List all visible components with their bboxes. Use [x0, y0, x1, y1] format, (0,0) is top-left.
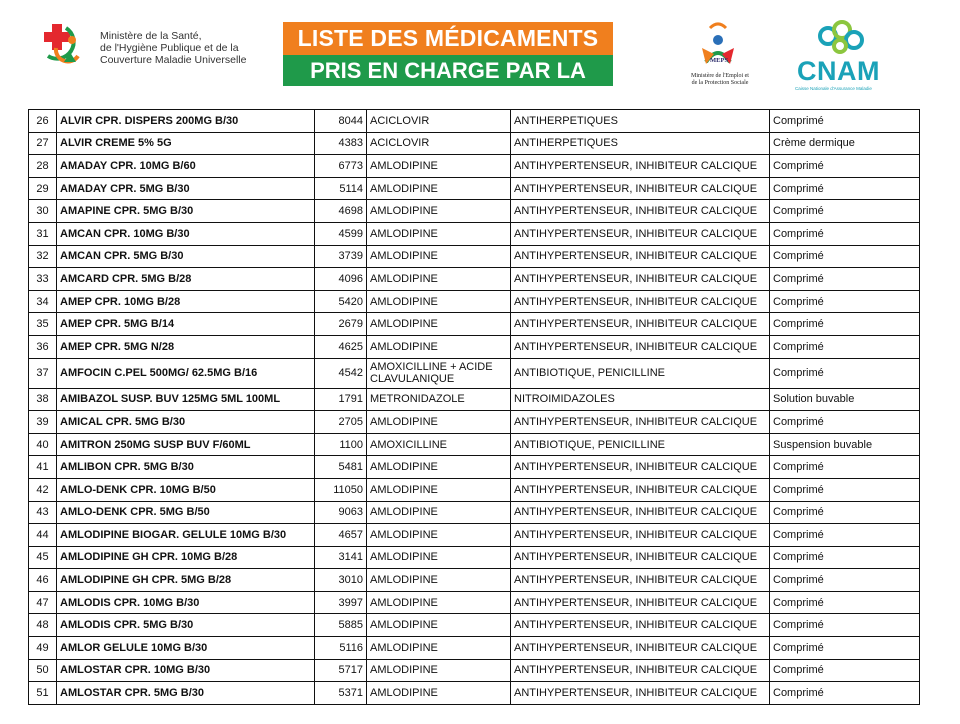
- row-number: 31: [29, 222, 57, 245]
- row-number: 42: [29, 478, 57, 501]
- therapeutic-class: ANTIHYPERTENSEUR, INHIBITEUR CALCIQUE: [511, 637, 770, 660]
- dosage-form: Comprimé: [770, 177, 920, 200]
- table-row: [29, 268, 920, 291]
- active-ingredient: AMOXICILLINE: [367, 433, 511, 456]
- product-code: 5481: [315, 456, 367, 479]
- therapeutic-class: ANTIHYPERTENSEUR, INHIBITEUR CALCIQUE: [511, 290, 770, 313]
- product-code: 4383: [315, 132, 367, 155]
- dosage-form: Comprimé: [770, 569, 920, 592]
- table-row: [29, 335, 920, 358]
- row-number: 38: [29, 388, 57, 411]
- row-number: 45: [29, 546, 57, 569]
- therapeutic-class: ANTIHYPERTENSEUR, INHIBITEUR CALCIQUE: [511, 200, 770, 223]
- therapeutic-class: ANTIHERPETIQUES: [511, 132, 770, 155]
- cnam-name: CNAM: [797, 56, 880, 86]
- product-name: AMADAY CPR. 10MG B/60: [57, 155, 315, 178]
- therapeutic-class: ANTIBIOTIQUE, PENICILLINE: [511, 358, 770, 388]
- product-code: 4698: [315, 200, 367, 223]
- meps-caption: [672, 73, 768, 87]
- therapeutic-class: ANTIHYPERTENSEUR, INHIBITEUR CALCIQUE: [511, 245, 770, 268]
- active-ingredient: AMLODIPINE: [367, 155, 511, 178]
- active-ingredient: AMLODIPINE: [367, 313, 511, 336]
- table-row: [29, 456, 920, 479]
- row-number: 39: [29, 411, 57, 434]
- therapeutic-class: ANTIHYPERTENSEUR, INHIBITEUR CALCIQUE: [511, 591, 770, 614]
- therapeutic-class: ANTIHYPERTENSEUR, INHIBITEUR CALCIQUE: [511, 524, 770, 547]
- product-code: 1791: [315, 388, 367, 411]
- therapeutic-class: ANTIHYPERTENSEUR, INHIBITEUR CALCIQUE: [511, 411, 770, 434]
- table-row: [29, 614, 920, 637]
- product-name: AMCARD CPR. 5MG B/28: [57, 268, 315, 291]
- active-ingredient: AMLODIPINE: [367, 478, 511, 501]
- product-code: 4625: [315, 335, 367, 358]
- dosage-form: Comprimé: [770, 222, 920, 245]
- row-number: 51: [29, 682, 57, 705]
- active-ingredient: AMLODIPINE: [367, 200, 511, 223]
- table-row: [29, 569, 920, 592]
- active-ingredient: AMLODIPINE: [367, 411, 511, 434]
- therapeutic-class: ANTIHYPERTENSEUR, INHIBITEUR CALCIQUE: [511, 569, 770, 592]
- dosage-form: Comprimé: [770, 200, 920, 223]
- product-name: ALVIR CREME 5% 5G: [57, 132, 315, 155]
- table-row: [29, 155, 920, 178]
- product-code: 1100: [315, 433, 367, 456]
- row-number: 43: [29, 501, 57, 524]
- product-code: 4657: [315, 524, 367, 547]
- dosage-form: Solution buvable: [770, 388, 920, 411]
- row-number: 37: [29, 358, 57, 388]
- therapeutic-class: ANTIHYPERTENSEUR, INHIBITEUR CALCIQUE: [511, 268, 770, 291]
- product-code: 5371: [315, 682, 367, 705]
- dosage-form: Comprimé: [770, 411, 920, 434]
- therapeutic-class: ANTIHYPERTENSEUR, INHIBITEUR CALCIQUE: [511, 682, 770, 705]
- dosage-form: Comprimé: [770, 591, 920, 614]
- table-row: [29, 591, 920, 614]
- product-code: 11050: [315, 478, 367, 501]
- therapeutic-class: ANTIHYPERTENSEUR, INHIBITEUR CALCIQUE: [511, 659, 770, 682]
- dosage-form: Comprimé: [770, 501, 920, 524]
- table-row: [29, 177, 920, 200]
- active-ingredient: AMLODIPINE: [367, 591, 511, 614]
- therapeutic-class: ANTIHYPERTENSEUR, INHIBITEUR CALCIQUE: [511, 478, 770, 501]
- table-row: [29, 222, 920, 245]
- dosage-form: Comprimé: [770, 524, 920, 547]
- product-code: 5885: [315, 614, 367, 637]
- active-ingredient: AMLODIPINE: [367, 245, 511, 268]
- active-ingredient: AMLODIPINE: [367, 177, 511, 200]
- product-code: 4542: [315, 358, 367, 388]
- product-name: AMEP CPR. 5MG N/28: [57, 335, 315, 358]
- banner-title-line-1: LISTE DES MÉDICAMENTS: [283, 22, 613, 55]
- product-code: 5717: [315, 659, 367, 682]
- product-name: AMICAL CPR. 5MG B/30: [57, 411, 315, 434]
- dosage-form: Comprimé: [770, 335, 920, 358]
- ministry-line-2: de l'Hygiène Publique et de la: [100, 42, 239, 54]
- therapeutic-class: ANTIHYPERTENSEUR, INHIBITEUR CALCIQUE: [511, 313, 770, 336]
- row-number: 40: [29, 433, 57, 456]
- active-ingredient: ACICLOVIR: [367, 110, 511, 133]
- product-name: AMLODIS CPR. 5MG B/30: [57, 614, 315, 637]
- product-code: 4599: [315, 222, 367, 245]
- table-row: [29, 524, 920, 547]
- dosage-form: Comprimé: [770, 290, 920, 313]
- product-name: AMEP CPR. 5MG B/14: [57, 313, 315, 336]
- product-name: AMFOCIN C.PEL 500MG/ 62.5MG B/16: [57, 358, 315, 388]
- therapeutic-class: ANTIHYPERTENSEUR, INHIBITEUR CALCIQUE: [511, 177, 770, 200]
- dosage-form: Crème dermique: [770, 132, 920, 155]
- active-ingredient: AMLODIPINE: [367, 637, 511, 660]
- dosage-form: Comprimé: [770, 456, 920, 479]
- medication-table: [28, 109, 920, 705]
- product-name: AMADAY CPR. 5MG B/30: [57, 177, 315, 200]
- product-name: AMLODIPINE GH CPR. 10MG B/28: [57, 546, 315, 569]
- dosage-form: Comprimé: [770, 245, 920, 268]
- table-row: [29, 637, 920, 660]
- therapeutic-class: ANTIHERPETIQUES: [511, 110, 770, 133]
- dosage-form: Comprimé: [770, 614, 920, 637]
- therapeutic-class: ANTIHYPERTENSEUR, INHIBITEUR CALCIQUE: [511, 456, 770, 479]
- row-number: 47: [29, 591, 57, 614]
- product-code: 3010: [315, 569, 367, 592]
- therapeutic-class: ANTIHYPERTENSEUR, INHIBITEUR CALCIQUE: [511, 222, 770, 245]
- product-name: AMITRON 250MG SUSP BUV F/60ML: [57, 433, 315, 456]
- product-code: 4096: [315, 268, 367, 291]
- therapeutic-class: ANTIHYPERTENSEUR, INHIBITEUR CALCIQUE: [511, 155, 770, 178]
- product-code: 9063: [315, 501, 367, 524]
- product-name: AMLO-DENK CPR. 10MG B/50: [57, 478, 315, 501]
- table-row: [29, 388, 920, 411]
- page-header: [0, 0, 960, 114]
- active-ingredient: AMLODIPINE: [367, 569, 511, 592]
- row-number: 49: [29, 637, 57, 660]
- active-ingredient: AMLODIPINE: [367, 614, 511, 637]
- dosage-form: Comprimé: [770, 313, 920, 336]
- dosage-form: Comprimé: [770, 358, 920, 388]
- product-name: AMIBAZOL SUSP. BUV 125MG 5ML 100ML: [57, 388, 315, 411]
- product-name: AMCAN CPR. 5MG B/30: [57, 245, 315, 268]
- table-row: [29, 313, 920, 336]
- meps-caption-line-1: Ministère de l'Emploi et: [691, 73, 749, 79]
- ministry-line-1: Ministère de la Santé,: [100, 30, 202, 42]
- table-row: [29, 358, 920, 388]
- active-ingredient: AMOXICILLINE + ACIDE CLAVULANIQUE: [367, 358, 511, 388]
- table-row: [29, 501, 920, 524]
- table-row: [29, 411, 920, 434]
- active-ingredient: AMLODIPINE: [367, 335, 511, 358]
- product-name: ALVIR CPR. DISPERS 200MG B/30: [57, 110, 315, 133]
- table-row: [29, 290, 920, 313]
- table-row: [29, 110, 920, 133]
- dosage-form: Suspension buvable: [770, 433, 920, 456]
- product-name: AMAPINE CPR. 5MG B/30: [57, 200, 315, 223]
- active-ingredient: AMLODIPINE: [367, 222, 511, 245]
- table-row: [29, 433, 920, 456]
- dosage-form: Comprimé: [770, 478, 920, 501]
- ministry-line-3: Couverture Maladie Universelle: [100, 54, 247, 66]
- row-number: 26: [29, 110, 57, 133]
- row-number: 29: [29, 177, 57, 200]
- active-ingredient: AMLODIPINE: [367, 456, 511, 479]
- ministry-name: [100, 30, 246, 66]
- active-ingredient: AMLODIPINE: [367, 659, 511, 682]
- active-ingredient: AMLODIPINE: [367, 268, 511, 291]
- banner-title-line-2: PRIS EN CHARGE PAR LA CMU: [283, 55, 613, 86]
- dosage-form: Comprimé: [770, 546, 920, 569]
- meps-caption-line-2: de la Protection Sociale: [691, 80, 749, 86]
- product-name: AMLODIPINE BIOGAR. GELULE 10MG B/30: [57, 524, 315, 547]
- table-row: [29, 245, 920, 268]
- product-code: 5116: [315, 637, 367, 660]
- table-row: [29, 478, 920, 501]
- therapeutic-class: ANTIHYPERTENSEUR, INHIBITEUR CALCIQUE: [511, 335, 770, 358]
- row-number: 36: [29, 335, 57, 358]
- active-ingredient: AMLODIPINE: [367, 682, 511, 705]
- row-number: 30: [29, 200, 57, 223]
- product-name: AMLOSTAR CPR. 10MG B/30: [57, 659, 315, 682]
- meps-label: MEPS: [710, 57, 729, 64]
- row-number: 34: [29, 290, 57, 313]
- title-banner: [283, 22, 613, 114]
- dosage-form: Comprimé: [770, 110, 920, 133]
- row-number: 35: [29, 313, 57, 336]
- product-code: 5114: [315, 177, 367, 200]
- dosage-form: Comprimé: [770, 637, 920, 660]
- product-name: AMCAN CPR. 10MG B/30: [57, 222, 315, 245]
- product-name: AMLOSTAR CPR. 5MG B/30: [57, 682, 315, 705]
- product-code: 3997: [315, 591, 367, 614]
- active-ingredient: AMLODIPINE: [367, 546, 511, 569]
- table-row: [29, 659, 920, 682]
- product-code: 5420: [315, 290, 367, 313]
- table-row: [29, 546, 920, 569]
- active-ingredient: AMLODIPINE: [367, 501, 511, 524]
- product-code: 3739: [315, 245, 367, 268]
- product-code: 2705: [315, 411, 367, 434]
- active-ingredient: METRONIDAZOLE: [367, 388, 511, 411]
- medication-table-body: [29, 110, 920, 705]
- row-number: 27: [29, 132, 57, 155]
- product-code: 8044: [315, 110, 367, 133]
- product-name: AMLOR GELULE 10MG B/30: [57, 637, 315, 660]
- table-row: [29, 200, 920, 223]
- product-name: AMLODIS CPR. 10MG B/30: [57, 591, 315, 614]
- row-number: 46: [29, 569, 57, 592]
- product-code: 2679: [315, 313, 367, 336]
- row-number: 32: [29, 245, 57, 268]
- ministry-health-logo-icon: [40, 22, 90, 72]
- row-number: 28: [29, 155, 57, 178]
- row-number: 33: [29, 268, 57, 291]
- therapeutic-class: ANTIHYPERTENSEUR, INHIBITEUR CALCIQUE: [511, 546, 770, 569]
- row-number: 48: [29, 614, 57, 637]
- table-row: [29, 682, 920, 705]
- therapeutic-class: NITROIMIDAZOLES: [511, 388, 770, 411]
- therapeutic-class: ANTIHYPERTENSEUR, INHIBITEUR CALCIQUE: [511, 501, 770, 524]
- row-number: 44: [29, 524, 57, 547]
- dosage-form: Comprimé: [770, 682, 920, 705]
- product-name: AMLODIPINE GH CPR. 5MG B/28: [57, 569, 315, 592]
- product-name: AMLIBON CPR. 5MG B/30: [57, 456, 315, 479]
- active-ingredient: ACICLOVIR: [367, 132, 511, 155]
- active-ingredient: AMLODIPINE: [367, 290, 511, 313]
- product-code: 3141: [315, 546, 367, 569]
- dosage-form: Comprimé: [770, 659, 920, 682]
- table-row: [29, 132, 920, 155]
- dosage-form: Comprimé: [770, 268, 920, 291]
- active-ingredient: AMLODIPINE: [367, 524, 511, 547]
- therapeutic-class: ANTIHYPERTENSEUR, INHIBITEUR CALCIQUE: [511, 614, 770, 637]
- row-number: 41: [29, 456, 57, 479]
- product-code: 6773: [315, 155, 367, 178]
- product-name: AMLO-DENK CPR. 5MG B/50: [57, 501, 315, 524]
- row-number: 50: [29, 659, 57, 682]
- therapeutic-class: ANTIBIOTIQUE, PENICILLINE: [511, 433, 770, 456]
- dosage-form: Comprimé: [770, 155, 920, 178]
- cnam-caption: Caisse Nationale d'Assurance Maladie: [795, 86, 872, 91]
- product-name: AMEP CPR. 10MG B/28: [57, 290, 315, 313]
